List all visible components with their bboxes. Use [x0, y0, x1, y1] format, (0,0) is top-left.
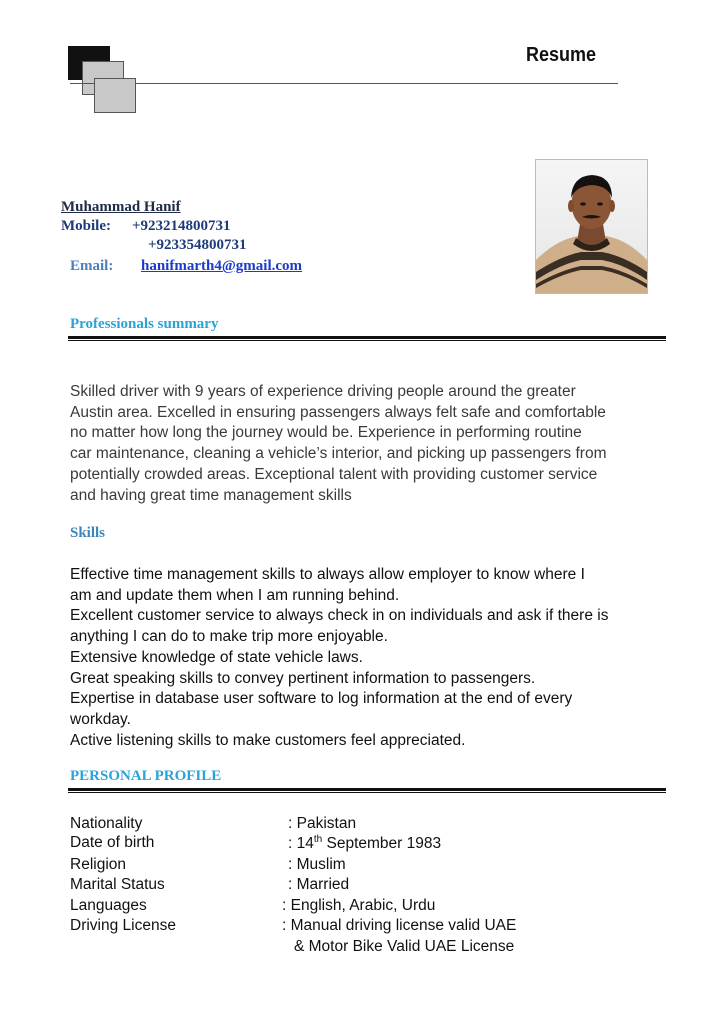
mobile-number-secondary: +923354800731: [148, 237, 247, 253]
skill-line: Expertise in database user software to log information at the end of every: [70, 690, 573, 708]
summary-line: Skilled driver with 9 years of experience driving people around the greater: [70, 383, 576, 400]
skill-line: Active listening skills to make customers feel appreciated.: [70, 731, 466, 749]
dob-day: : 14: [288, 835, 314, 853]
personal-profile-heading: PERSONAL PROFILE: [70, 768, 222, 784]
profile-photo-image: [536, 160, 647, 293]
skill-line: workday.: [70, 710, 131, 728]
email-link[interactable]: hanifmarth4@gmail.com: [141, 258, 303, 274]
skill-line: Extensive knowledge of state vehicle laws.: [70, 648, 363, 666]
skill-line: am and update them when I am running behind.: [70, 586, 400, 604]
religion-value: : Muslim: [288, 856, 346, 873]
summary-line: Austin area. Excelled in ensuring passengers always felt safe and comfortable: [70, 403, 606, 421]
driving-license-label: Driving License: [70, 917, 176, 934]
skills-list: [70, 565, 666, 751]
summary-line: potentially crowded areas. Exceptional talent with providing customer service: [70, 465, 598, 483]
dob-value: [288, 834, 441, 853]
nationality-value: : Pakistan: [288, 815, 357, 832]
languages-label: Languages: [70, 897, 147, 914]
driving-license-value-cont: & Motor Bike Valid UAE License: [294, 938, 515, 955]
skill-line: anything I can do to make trip more enjoyable.: [70, 628, 388, 646]
marital-status-value: : Married: [288, 876, 350, 893]
email-label: Email:: [70, 258, 114, 274]
summary-line: and having great time management skills: [70, 486, 352, 504]
summary-divider: [68, 336, 666, 341]
profile-photo: [535, 159, 648, 294]
dob-month-year: September 1983: [322, 835, 442, 853]
marital-status-label: Marital Status: [70, 876, 165, 893]
skill-line: Excellent customer service to always check in on individuals and ask if there is: [70, 607, 609, 625]
mobile-number-primary: +923214800731: [132, 218, 231, 234]
document-title: Resume: [526, 44, 597, 66]
personal-profile-divider: [68, 788, 666, 793]
dob-label: Date of birth: [70, 834, 155, 851]
skill-line: Great speaking skills to convey pertinent information to passengers.: [70, 669, 536, 687]
skill-line: Effective time management skills to always allow employer to know where I: [70, 566, 585, 583]
nationality-label: Nationality: [70, 815, 143, 832]
summary-line: car maintenance, cleaning a vehicle’s interior, and picking up passengers from: [70, 445, 607, 463]
skills-heading: Skills: [70, 525, 106, 541]
mobile-label: Mobile:: [61, 218, 111, 234]
summary-heading: Professionals summary: [70, 316, 219, 332]
driving-license-value: : Manual driving license valid UAE: [282, 917, 517, 934]
languages-value: : English, Arabic, Urdu: [282, 897, 436, 914]
candidate-name: Muhammad Hanif: [61, 199, 181, 215]
logo-square-gray-2: [94, 78, 136, 113]
header-divider: [70, 83, 618, 84]
summary-paragraph: [70, 382, 666, 506]
summary-line: no matter how long the journey would be. Experience in performing routine: [70, 424, 582, 442]
religion-label: Religion: [70, 856, 127, 873]
dob-ordinal: th: [313, 834, 323, 845]
